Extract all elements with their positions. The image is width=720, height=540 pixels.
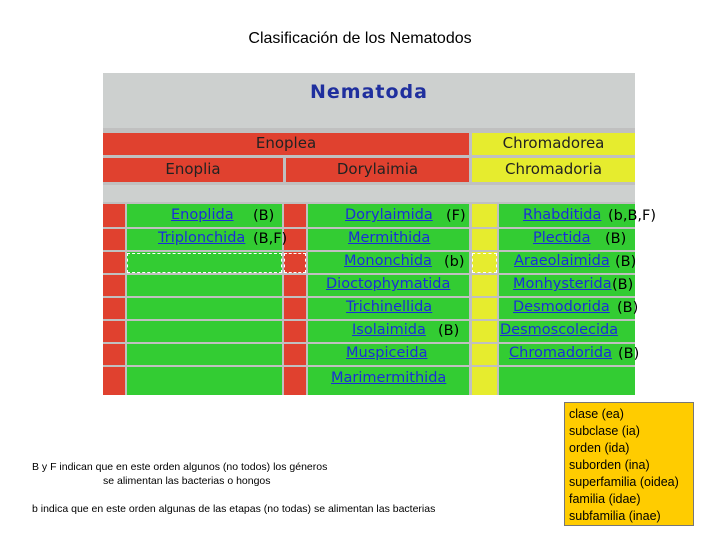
empty-cell (284, 253, 306, 273)
phylum-row (103, 73, 635, 128)
subclass-label-enoplia: Enoplia (165, 160, 221, 178)
order-enoplida[interactable]: Enoplida (171, 207, 234, 223)
subclass-cell-enoplia (103, 158, 283, 182)
subclass-label-dorylaimia: Dorylaimia (336, 160, 419, 178)
order-monhysterida[interactable]: Monhysterida (513, 276, 612, 292)
row-separator (103, 365, 635, 367)
order-note: (B) (605, 231, 627, 247)
row-separator (103, 296, 635, 298)
order-note: (B) (612, 277, 634, 293)
order-rhabditida[interactable]: Rhabditida (523, 207, 602, 223)
spacer-row (103, 185, 635, 202)
order-note: (b) (444, 254, 465, 270)
order-desmodorida[interactable]: Desmodorida (513, 299, 610, 315)
order-muspiceida[interactable]: Muspiceida (346, 345, 428, 361)
legend-item: subfamilia (inae) (569, 509, 661, 523)
order-chromadorida[interactable]: Chromadorida (509, 345, 612, 361)
phylum-label: Nematoda (310, 81, 428, 103)
class-cell-chromadorea (472, 133, 635, 155)
order-note: (B) (253, 208, 275, 224)
order-desmoscolecida[interactable]: Desmoscolecida (500, 322, 619, 338)
legend-item: familia (idae) (569, 492, 641, 506)
footnote-b-line: b indica que en este orden algunas de las etapas (no todas) se alimentan las bacterias (32, 503, 436, 515)
order-note: (B) (615, 254, 637, 270)
order-isolaimida[interactable]: Isolaimida (352, 322, 426, 338)
order-note: (F) (446, 208, 466, 224)
legend-item: clase (ea) (569, 407, 624, 421)
row-separator (103, 319, 635, 321)
class-label-chromadorea: Chromadorea (502, 134, 605, 152)
order-note: (B,F) (253, 231, 288, 247)
subclass-cell-chromadoria (472, 158, 635, 182)
row-separator (103, 250, 635, 252)
legend-item: suborden (ina) (569, 458, 650, 472)
order-note: (B) (618, 346, 640, 362)
class-cell-enoplea (103, 133, 469, 155)
order-note: (B) (438, 323, 460, 339)
footnote-bf-line1: B y F indican que en este orden algunos (no todos) los géneros (32, 461, 328, 473)
order-trichinellida[interactable]: Trichinellida (346, 299, 433, 315)
order-dorylaimida[interactable]: Dorylaimida (345, 207, 433, 223)
order-mermithida[interactable]: Mermithida (348, 230, 431, 246)
order-mononchida[interactable]: Mononchida (344, 253, 432, 269)
order-araeolaimida[interactable]: Araeolaimida (514, 253, 610, 269)
page-title: Clasificación de los Nematodos (248, 30, 472, 47)
class-label-enoplea: Enoplea (255, 134, 317, 152)
empty-cell (127, 253, 282, 273)
legend-item: subclase (ia) (569, 424, 640, 438)
rank-suffix-legend (564, 402, 694, 526)
order-note: (b,B,F) (608, 208, 657, 224)
order-note: (B) (617, 300, 639, 316)
order-marimermithida[interactable]: Marimermithida (331, 370, 447, 386)
row-separator (103, 273, 635, 275)
order-dioctophymatida[interactable]: Dioctophymatida (326, 276, 451, 292)
row-separator (103, 342, 635, 344)
footnote-bf-line2: se alimentan las bacterias o hongos (103, 475, 271, 487)
order-triplonchida[interactable]: Triplonchida (158, 230, 246, 246)
legend-item: orden (ida) (569, 441, 630, 455)
order-plectida[interactable]: Plectida (533, 230, 591, 246)
empty-cell (472, 253, 497, 273)
subclass-label-chromadoria: Chromadoria (504, 160, 603, 178)
subclass-cell-dorylaimia (286, 158, 469, 182)
taxonomy-table (103, 73, 657, 395)
row-separator (103, 227, 635, 229)
legend-item: superfamilia (oidea) (569, 475, 679, 489)
